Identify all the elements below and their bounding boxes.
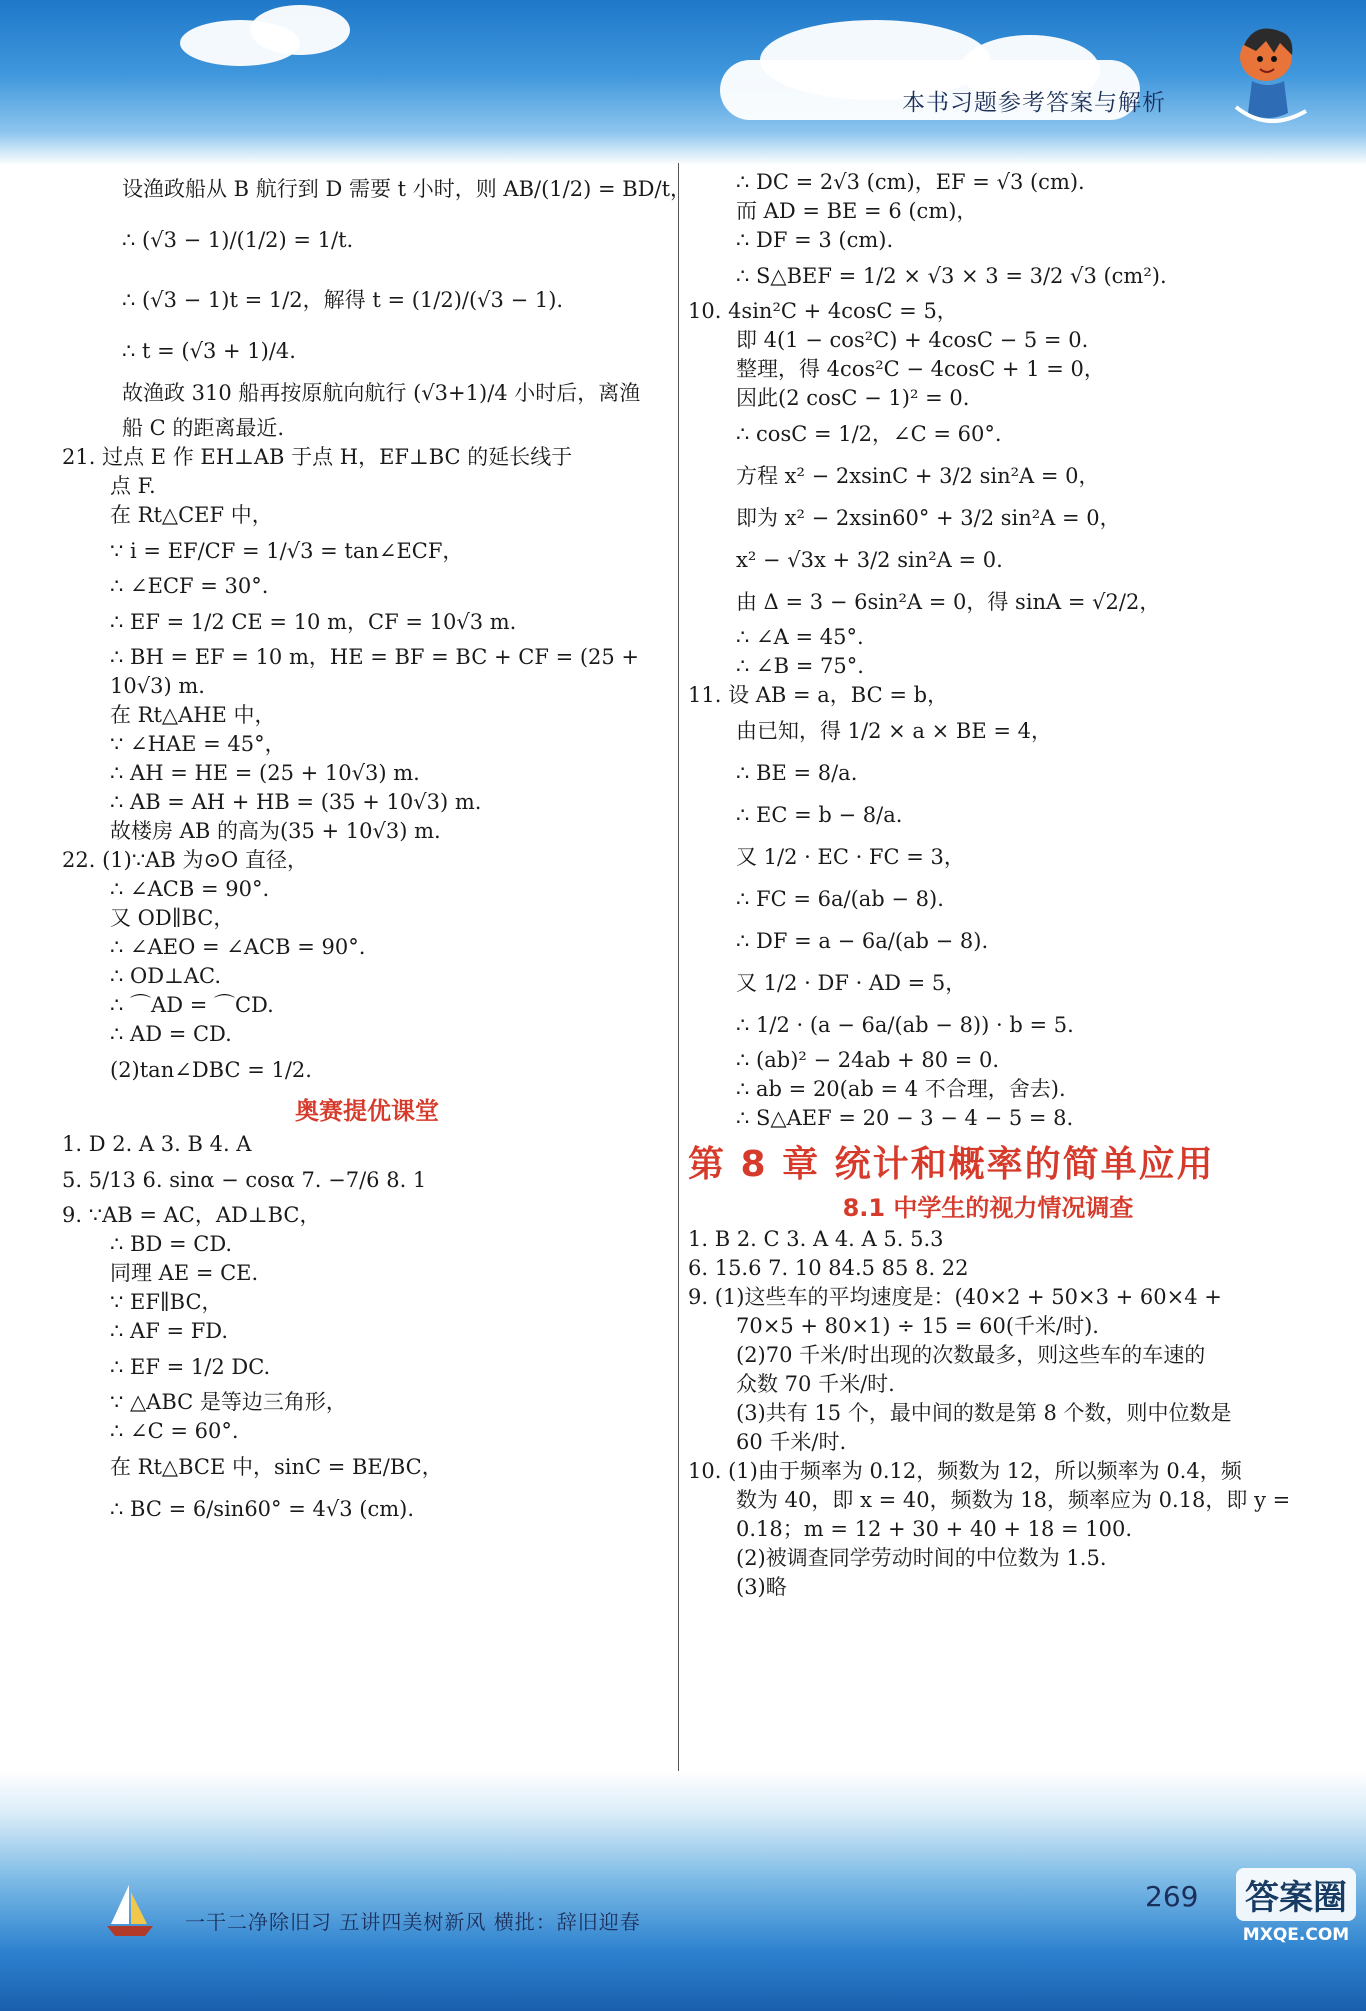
answer-line: 9. (1)这些车的平均速度是：(40×2 + 50×3 + 60×4 + — [688, 1285, 1222, 1309]
answer-line: 数为 40，即 x = 40，频数为 18，频率应为 0.18，即 y = — [736, 1488, 1291, 1512]
answer-line: 整理，得 4cos²C − 4cosC + 1 = 0， — [736, 357, 1105, 381]
answer-line: ∴ DF = a − 6a/(ab − 8). — [736, 929, 989, 953]
watermark-logo-text: 答案圈 — [1236, 1868, 1356, 1921]
answer-line: 又 1/2 · DF · AD = 5， — [736, 971, 967, 995]
answer-line: 10√3) m. — [110, 674, 205, 698]
answer-line: ∴ EF = 1/2 DC. — [110, 1355, 271, 1379]
answer-line: ∴ ab = 20(ab = 4 不合理，舍去). — [736, 1077, 1066, 1101]
answer-line: 21. 过点 E 作 EH⊥AB 于点 H，EF⊥BC 的延长线于 — [62, 445, 573, 469]
answer-line: ∵ ∠HAE = 45°， — [110, 732, 286, 756]
site-watermark — [1236, 1868, 1356, 1945]
answer-line: ∴ 1/2 · (a − 6a/(ab − 8)) · b = 5. — [736, 1013, 1074, 1037]
answer-line: ∴ EF = 1/2 CE = 10 m，CF = 10√3 m. — [110, 610, 517, 634]
answer-line: 船 C 的距离最近. — [122, 416, 285, 440]
answer-line: ∴ (ab)² − 24ab + 80 = 0. — [736, 1048, 1000, 1072]
answer-line: 10. 4sin²C + 4cosC = 5， — [688, 299, 958, 323]
answer-line: 6. 15.6 7. 10 84.5 85 8. 22 — [688, 1256, 969, 1280]
answer-line: ∴ EC = b − 8/a. — [736, 803, 903, 827]
answer-line: 在 Rt△BCE 中，sinC = BE/BC， — [110, 1455, 443, 1479]
page-header-title: 本书习题参考答案与解析 — [902, 90, 1166, 116]
answer-line: 9. ∵AB = AC，AD⊥BC， — [62, 1203, 321, 1227]
chapter-title: 第 8 章 统计和概率的简单应用 — [688, 1144, 1215, 1185]
answer-line: ∴ OD⊥AC. — [110, 964, 221, 988]
answer-line: ∴ ⌒AD = ⌒CD. — [110, 993, 274, 1017]
sailboat-icon — [105, 1880, 155, 1940]
answer-line: ∵ EF∥BC， — [110, 1290, 223, 1314]
answer-line: ∴ DF = 3 (cm). — [736, 228, 894, 252]
page-number: 269 — [1145, 1880, 1199, 1913]
answer-line: ∴ cosC = 1/2，∠C = 60°. — [736, 422, 1002, 446]
answer-line: x² − √3x + 3/2 sin²A = 0. — [736, 548, 1003, 572]
answer-line: 众数 70 千米/时. — [736, 1372, 895, 1396]
answer-line: ∴ S△AEF = 20 − 3 − 4 − 5 = 8. — [736, 1106, 1074, 1130]
answer-line: ∴ t = (√3 + 1)/4. — [122, 339, 296, 363]
answer-line: 又 1/2 · EC · FC = 3， — [736, 845, 965, 869]
column-divider — [678, 163, 679, 1863]
section-title: 8.1 中学生的视力情况调查 — [842, 1194, 1134, 1222]
answer-line: 5. 5/13 6. sinα − cosα 7. −7/6 8. 1 — [62, 1168, 427, 1192]
answer-line: ∴ (√3 − 1)t = 1/2，解得 t = (1/2)/(√3 − 1). — [122, 288, 564, 312]
answer-line: 11. 设 AB = a，BC = b， — [688, 683, 949, 707]
answer-line: 又 OD∥BC， — [110, 906, 235, 930]
right-column — [688, 168, 1291, 1602]
answer-line: 在 Rt△CEF 中， — [110, 503, 273, 527]
answer-line: ∴ BC = 6/sin60° = 4√3 (cm). — [110, 1497, 415, 1521]
answer-line: ∴ AB = AH + HB = (35 + 10√3) m. — [110, 790, 482, 814]
answer-line: 故楼房 AB 的高为(35 + 10√3) m. — [110, 819, 441, 843]
answer-line: 故渔政 310 船再按原航向航行 (√3+1)/4 小时后，离渔 — [122, 381, 641, 405]
answer-line: ∵ △ABC 是等边三角形， — [110, 1390, 347, 1414]
answer-line: 70×5 + 80×1) ÷ 15 = 60(千米/时). — [736, 1314, 1099, 1338]
answer-line: 即为 x² − 2xsin60° + 3/2 sin²A = 0， — [736, 506, 1121, 530]
watermark-url: MXQE.COM — [1242, 1925, 1350, 1945]
answer-line: (2)被调查同学劳动时间的中位数为 1.5. — [736, 1546, 1107, 1570]
answer-line: 10. (1)由于频率为 0.12，频数为 12，所以频率为 0.4，频 — [688, 1459, 1242, 1483]
answer-line: ∵ i = EF/CF = 1/√3 = tan∠ECF， — [110, 539, 464, 563]
answer-line: (3)略 — [736, 1575, 787, 1599]
answer-line: ∴ ∠ECF = 30°. — [110, 574, 269, 598]
answer-line: ∴ BE = 8/a. — [736, 761, 858, 785]
answer-line: (3)共有 15 个，最中间的数是第 8 个数，则中位数是 — [736, 1401, 1232, 1425]
answer-line: ∴ ∠AEO = ∠ACB = 90°. — [110, 935, 366, 959]
answer-line: 1. D 2. A 3. B 4. A — [62, 1132, 252, 1156]
answer-line: ∴ ∠A = 45°. — [736, 625, 864, 649]
answer-line: ∴ BH = EF = 10 m，HE = BF = BC + CF = (25 + — [110, 645, 640, 669]
answer-line: 同理 AE = CE. — [110, 1261, 259, 1285]
footer-motto: 一干二净除旧习 五讲四美树新风 横批：辞旧迎春 — [185, 1910, 641, 1934]
answer-line: 因此(2 cosC − 1)² = 0. — [736, 386, 970, 410]
answer-line: ∴ BD = CD. — [110, 1232, 233, 1256]
answer-line: 设渔政船从 B 航行到 D 需要 t 小时，则 AB/(1/2) = BD/t， — [122, 177, 692, 201]
answer-line: ∴ AD = CD. — [110, 1022, 232, 1046]
answer-line: ∴ FC = 6a/(ab − 8). — [736, 887, 944, 911]
cloud-decoration — [250, 5, 350, 55]
answer-line: ∴ ∠C = 60°. — [110, 1419, 239, 1443]
answer-line: 方程 x² − 2xsinC + 3/2 sin²A = 0， — [736, 464, 1100, 488]
answer-line: 0.18；m = 12 + 30 + 40 + 18 = 100. — [736, 1517, 1133, 1541]
left-column — [62, 168, 692, 1530]
answer-line: 由已知，得 1/2 × a × BE = 4， — [736, 719, 1052, 743]
answer-line: 点 F. — [110, 474, 156, 498]
answer-line: ∴ DC = 2√3 (cm)，EF = √3 (cm). — [736, 170, 1085, 194]
answer-line: ∴ S△BEF = 1/2 × √3 × 3 = 3/2 √3 (cm²). — [736, 264, 1167, 288]
answer-line: ∴ ∠ACB = 90°. — [110, 877, 270, 901]
answer-line: 22. (1)∵AB 为⊙O 直径， — [62, 848, 308, 872]
answer-line: ∴ AF = FD. — [110, 1319, 229, 1343]
answer-line: 60 千米/时. — [736, 1430, 847, 1454]
answer-line: 在 Rt△AHE 中， — [110, 703, 276, 727]
section-heading-olympiad: 奥赛提优课堂 — [295, 1097, 439, 1125]
answer-line: (2)70 千米/时出现的次数最多，则这些车的车速的 — [736, 1343, 1206, 1367]
answer-line: 而 AD = BE = 6 (cm)， — [736, 199, 978, 223]
answer-line: (2)tan∠DBC = 1/2. — [110, 1058, 312, 1082]
answer-line: ∴ AH = HE = (25 + 10√3) m. — [110, 761, 420, 785]
mascot-icon — [1196, 15, 1326, 135]
answer-line: 由 Δ = 3 − 6sin²A = 0，得 sinA = √2/2， — [736, 590, 1161, 614]
answer-line: ∴ ∠B = 75°. — [736, 654, 864, 678]
answer-line: ∴ (√3 − 1)/(1/2) = 1/t. — [122, 228, 354, 252]
answer-line: 即 4(1 − cos²C) + 4cosC − 5 = 0. — [736, 328, 1089, 352]
answer-line: 1. B 2. C 3. A 4. A 5. 5.3 — [688, 1227, 944, 1251]
